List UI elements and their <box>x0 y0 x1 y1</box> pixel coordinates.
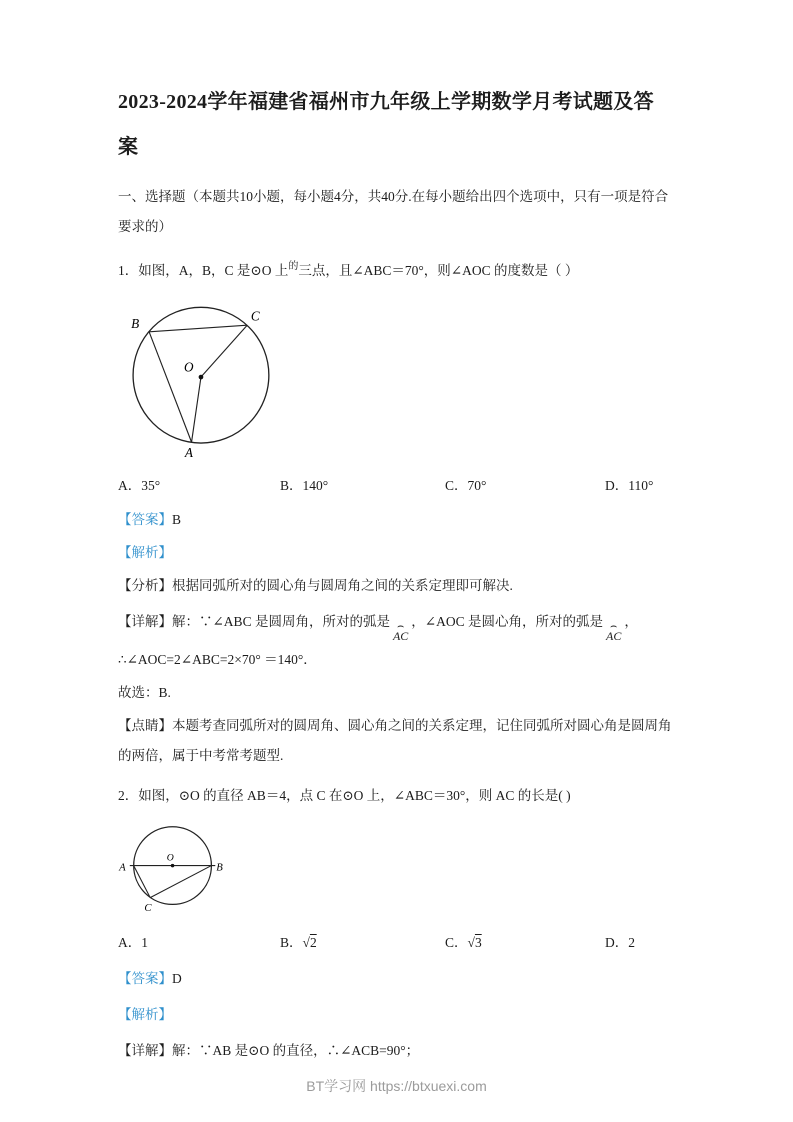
q2-option-d-prefix: D． <box>605 935 629 950</box>
q1-circle-diagram <box>118 294 283 462</box>
q1-xiangjie-line2: ∴∠AOC=2∠ABC=2×70° ＝140°． <box>118 652 317 667</box>
q2-option-a-value: 1 <box>141 935 148 950</box>
label-B: B <box>216 861 223 874</box>
q1-xiangjie-line3: 故选：B. <box>118 685 171 700</box>
q2-option-b-prefix: B． <box>280 935 303 950</box>
fenxi-label: 【分析】 <box>118 578 172 593</box>
q2-stem: 2．如图，⊙O 的直径 AB＝4，点 C 在⊙O 上，∠ABC＝30°，则 AC 的长是( ) <box>118 788 571 803</box>
q2-option-a-prefix: A． <box>118 935 142 950</box>
q2-option-c-prefix: C． <box>445 935 468 950</box>
q2-option-b-value: 2 <box>309 935 317 950</box>
label-A: A <box>184 445 194 461</box>
q2-answer-line <box>118 964 675 994</box>
q1-option-d: D．110° <box>605 478 654 493</box>
q2-detail-text: 解：∵AB 是⊙O 的直径，∴∠ACB=90°； <box>172 1043 420 1058</box>
q2-figure <box>118 817 675 924</box>
label-C: C <box>250 308 260 324</box>
arc-cap-icon: ⌢ <box>397 620 405 632</box>
chord-CB <box>150 866 211 898</box>
page-title: 2023-2024学年福建省福州市九年级上学期数学月考试题及答案 <box>118 91 654 158</box>
q2-circle-diagram <box>118 817 230 919</box>
answer-label: 【答案】 <box>118 512 172 527</box>
q1-option-b: B．140° <box>280 478 329 493</box>
label-O: O <box>166 852 174 864</box>
q1-fenxi-line <box>118 571 675 601</box>
q1-answer-line <box>118 505 675 535</box>
q1-option-a: A．35° <box>118 478 161 493</box>
q1-stem-post: 三点，且∠ABC＝70°，则∠AOC 的度数是（ ） <box>298 263 579 278</box>
xiangjie-label: 【详解】 <box>118 614 172 629</box>
q2-option-d <box>605 928 675 958</box>
label-O: O <box>184 359 194 375</box>
q2-options <box>118 928 675 958</box>
radius-OA <box>192 377 201 442</box>
footer-link[interactable]: https://btxuexi.com <box>370 1078 487 1094</box>
center-point-O <box>199 375 204 380</box>
q1-answer-value: B <box>172 512 182 527</box>
radius-OC <box>201 325 247 377</box>
label-C: C <box>144 902 152 915</box>
q1-option-c: C．70° <box>445 478 487 493</box>
q1-fenxi-text: 根据同弧所对的圆心角与圆周角之间的关系定理即可解决. <box>172 578 513 593</box>
dianjing-label: 【点睛】 <box>118 718 172 733</box>
analysis-label: 【解析】 <box>118 545 172 560</box>
q1-stem-pre: 1．如图，A，B，C 是⊙O 上 <box>118 263 289 278</box>
q2-option-c-value: 3 <box>474 935 482 950</box>
q1-detail-b: ，∠AOC 是圆心角，所对的弧是 <box>411 614 603 629</box>
q2-xiangjie-line <box>118 1036 675 1066</box>
footer-site-name: BT学习网 <box>306 1078 371 1094</box>
q1-stem-superscript: 的 <box>288 261 299 272</box>
q1-stem <box>118 252 675 286</box>
arc-AC-2 <box>606 620 622 643</box>
arc-letters: AC <box>606 629 622 643</box>
arc-cap-icon: ⌢ <box>610 620 618 632</box>
q2-option-c <box>445 928 605 958</box>
q2-answer-value: D <box>172 971 182 986</box>
chord-AC <box>134 866 151 898</box>
xiangjie-label: 【详解】 <box>118 1043 172 1058</box>
q1-detail-c: ， <box>624 614 638 629</box>
q1-options <box>118 471 675 501</box>
q1-dianjing-line <box>118 711 675 771</box>
label-B: B <box>131 316 140 332</box>
radical-sign: √ <box>302 935 310 950</box>
center-point-O <box>171 864 174 867</box>
radical-sign: √ <box>467 935 475 950</box>
label-A: A <box>119 861 126 874</box>
chord-BC <box>149 325 247 332</box>
section-heading: 一、选择题（本题共10小题，每小题4分，共40分.在每小题给出四个选项中，只有一项是符合要求的） <box>118 189 669 234</box>
q2-option-a <box>118 928 280 958</box>
q1-analysis-label-line <box>118 538 675 568</box>
page-footer <box>0 1076 793 1096</box>
analysis-label: 【解析】 <box>118 1007 172 1022</box>
answer-label: 【答案】 <box>118 971 172 986</box>
q2-option-d-value: 2 <box>628 935 635 950</box>
q1-dianjing-text: 本题考查同弧所对的圆周角、圆心角之间的关系定理，记住同弧所对圆心角是圆周角的两倍，属于中考常考题型. <box>118 718 672 763</box>
q1-figure <box>118 294 675 467</box>
arc-letters: AC <box>392 629 409 643</box>
q2-option-b <box>280 928 445 958</box>
q2-analysis-label-line <box>118 1000 675 1030</box>
q1-detail-a: 解：∵∠ABC 是圆周角，所对的弧是 <box>172 614 390 629</box>
arc-AC-1 <box>392 620 409 643</box>
q1-xiangjie-line1 <box>118 607 675 642</box>
